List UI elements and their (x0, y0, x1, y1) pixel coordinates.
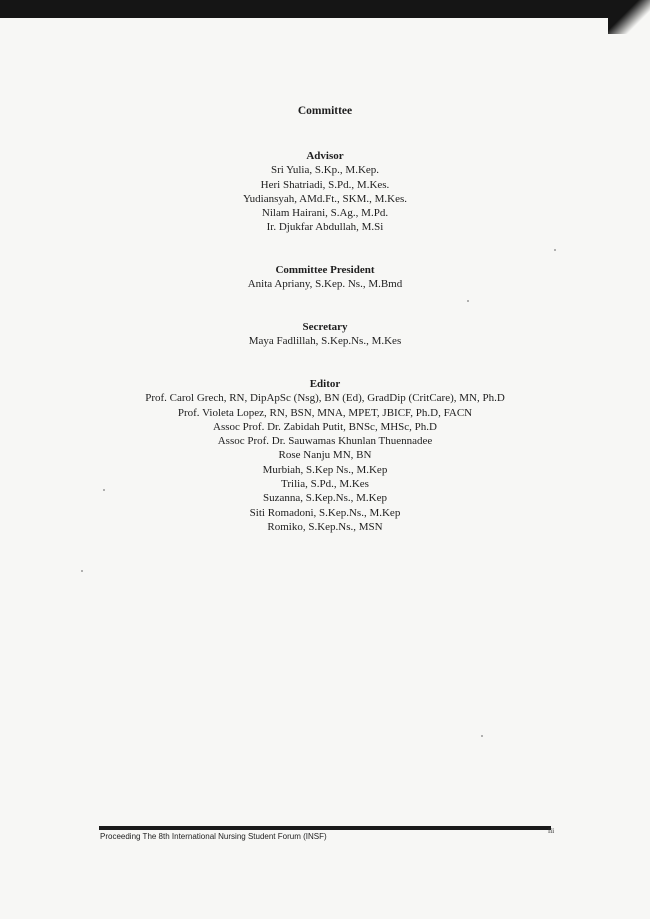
editor-member: Prof. Violeta Lopez, RN, BSN, MNA, MPET, JBICF, Ph.D, FACN (177, 406, 473, 419)
editor-member: Assoc Prof. Dr. Zabidah Putit, BNSc, MHSc, Ph.D (213, 420, 437, 433)
editor-member: Assoc Prof. Dr. Sauwamas Khunlan Thuennadee (217, 435, 433, 448)
page-number: iii (548, 826, 555, 835)
editor-member: Trilia, S.Pd., M.Kes (281, 478, 369, 491)
footer-text: Proceeding The 8th International Nursing Student Forum (INSF) (100, 832, 327, 841)
footer-rule (99, 826, 551, 830)
advisor-heading: Advisor (306, 150, 344, 162)
advisor-member: Sri Yulia, S.Kp., M.Kep. (270, 164, 380, 177)
editor-heading: Editor (309, 378, 341, 390)
secretary-member: Maya Fadlillah, S.Kep.Ns., M.Kes (248, 335, 402, 348)
editor-member: Rose Nanju MN, BN (278, 449, 372, 462)
editor-member: Romiko, S.Kep.Ns., MSN (267, 520, 383, 533)
page-title: Committee (297, 105, 353, 117)
scan-speck (103, 489, 105, 491)
president-section (0, 263, 650, 292)
editor-member: Murbiah, S.Kep Ns., M.Kep (262, 463, 388, 476)
advisor-section (0, 149, 650, 235)
scan-speck (81, 570, 83, 572)
advisor-member: Yudiansyah, AMd.Ft., SKM., M.Kes. (242, 192, 408, 205)
advisor-member: Nilam Hairani, S.Ag., M.Pd. (261, 207, 389, 220)
scan-speck (467, 300, 469, 302)
president-member: Anita Apriany, S.Kep. Ns., M.Bmd (247, 278, 403, 291)
editor-member: Siti Romadoni, S.Kep.Ns., M.Kep (249, 506, 401, 519)
secretary-section (0, 320, 650, 349)
scan-speck (481, 735, 483, 737)
editor-member: Prof. Carol Grech, RN, DipApSc (Nsg), BN (Ed), GradDip (CritCare), MN, Ph.D (145, 392, 505, 405)
scan-speck (554, 249, 556, 251)
editor-member: Suzanna, S.Kep.Ns., M.Kep (262, 492, 388, 505)
editor-section (0, 377, 650, 534)
advisor-member: Heri Shatriadi, S.Pd., M.Kes. (260, 178, 390, 191)
president-heading: Committee President (275, 264, 375, 276)
advisor-member: Ir. Djukfar Abdullah, M.Si (266, 221, 384, 234)
secretary-heading: Secretary (302, 321, 348, 333)
